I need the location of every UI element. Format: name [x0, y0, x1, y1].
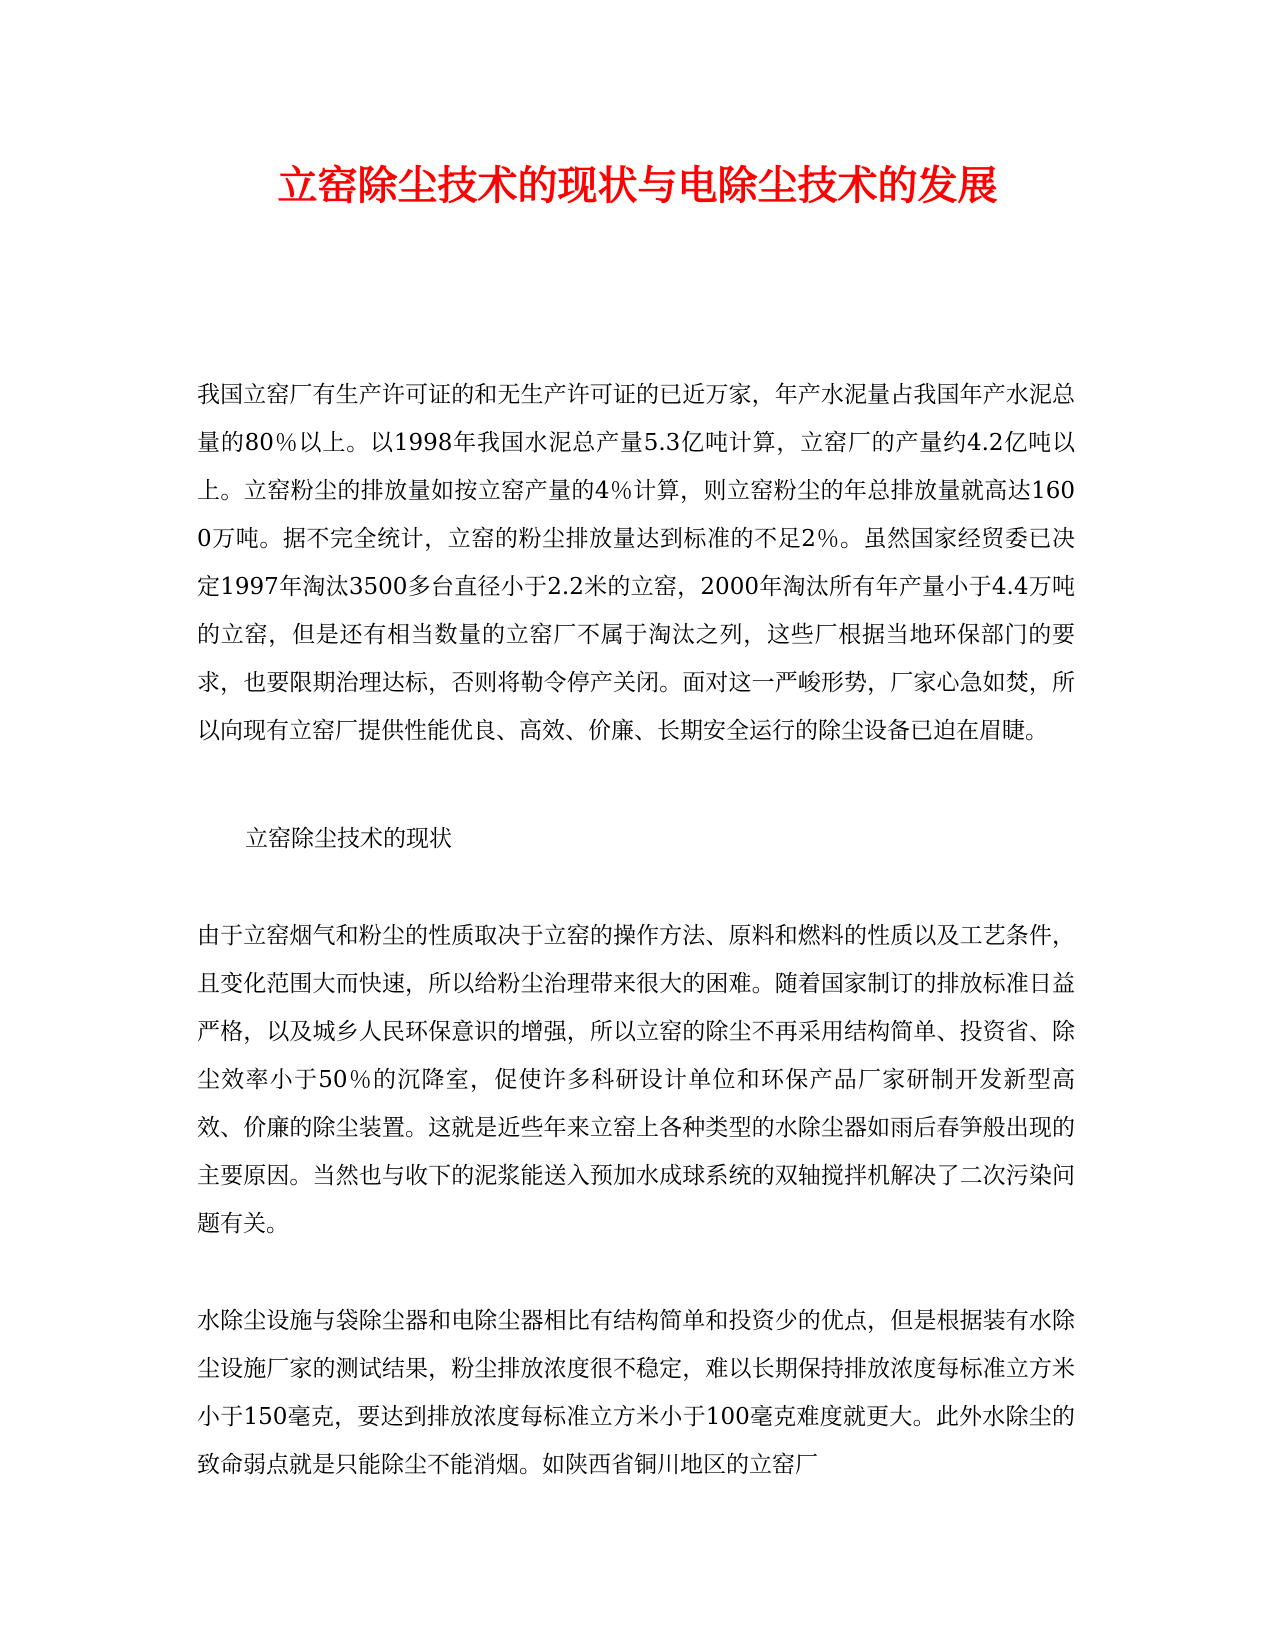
paragraph-water-dust-removal: 水除尘设施与袋除尘器和电除尘器相比有结构简单和投资少的优点，但是根据装有水除尘设施厂家的测试结果，粉尘排放浓度很不稳定，难以长期保持排放浓度每标准立方米小于150毫克，要达到排放浓度每标准立方米小于100毫克难度就更大。此外水除尘的致命弱点就是只能除尘不能消烟。如陕西省铜川地区的立窑厂	[197, 1308, 1075, 1478]
section-heading: 立窑除尘技术的现状	[245, 826, 452, 852]
paragraph-current-status: 由于立窑烟气和粉尘的性质取决于立窑的操作方法、原料和燃料的性质以及工艺条件，且变化范围大而快速，所以给粉尘治理带来很大的困难。随着国家制订的排放标准日益严格，以及城乡人民环保意识的增强，所以立窑的除尘不再采用结构简单、投资省、除尘效率小于50％的沉降室，促使许多科研设计单位和环保产品厂家研制开发新型高效、价廉的除尘装置。这就是近些年来立窑上各种类型的水除尘器如雨后春笋般出现的主要原因。当然也与收下的泥浆能送入预加水成球系统的双轴搅拌机解决了二次污染问题有关。	[197, 923, 1075, 1237]
paragraph-intro: 我国立窑厂有生产许可证的和无生产许可证的已近万家，年产水泥量占我国年产水泥总量的80％以上。以1998年我国水泥总产量5.3亿吨计算，立窑厂的产量约4.2亿吨以上。立窑粉尘的排放量如按立窑产量的4％计算，则立窑粉尘的年总排放量就高达1600万吨。据不完全统计，立窑的粉尘排放量达到标准的不足2％。虽然国家经贸委已决定1997年淘汰3500多台直径小于2.2米的立窑，2000年淘汰所有年产量小于4.4万吨的立窑，但是还有相当数量的立窑厂不属于淘汰之列，这些厂根据当地环保部门的要求，也要限期治理达标，否则将勒令停产关闭。面对这一严峻形势，厂家心急如焚，所以向现有立窑厂提供性能优良、高效、价廉、长期安全运行的除尘设备已迫在眉睫。	[197, 382, 1075, 744]
document-title: 立窑除尘技术的现状与电除尘技术的发展	[277, 162, 998, 209]
